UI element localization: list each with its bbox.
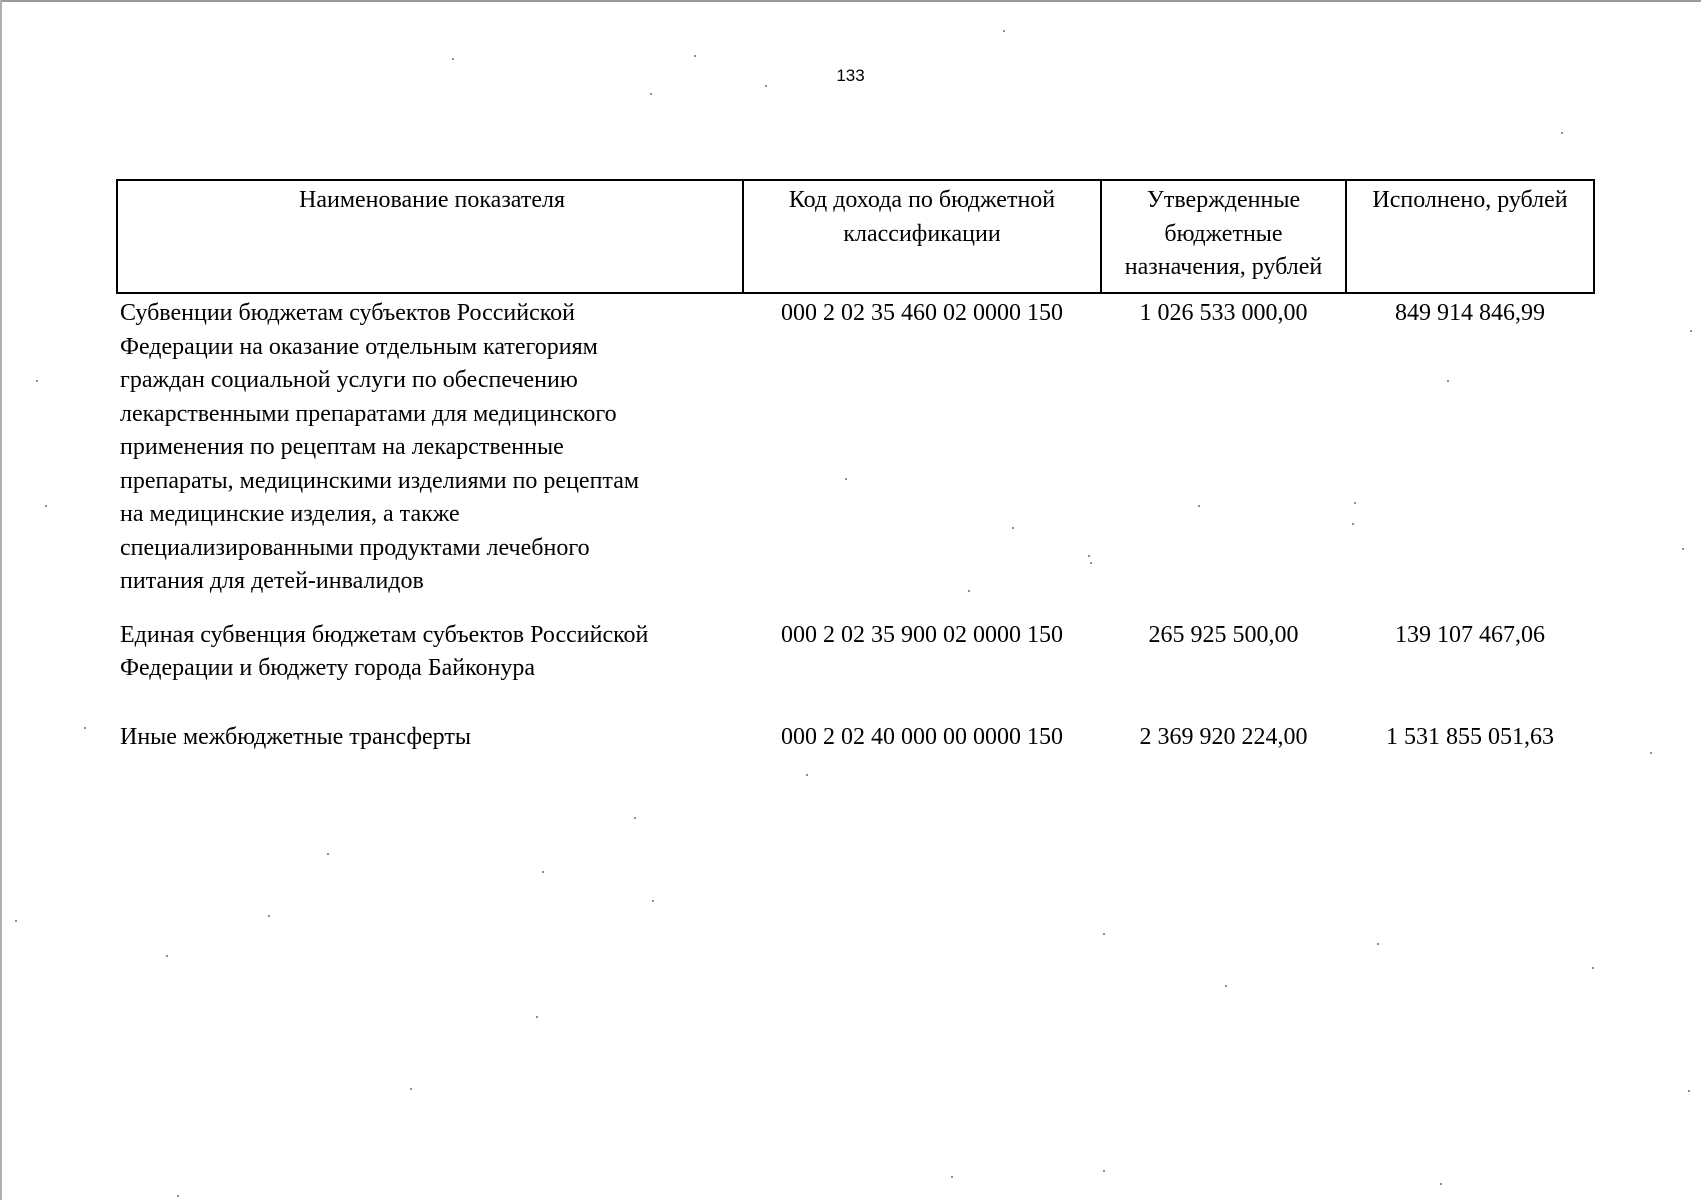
indicator-name-cell <box>117 721 743 755</box>
name-line: питания для детей-инвалидов <box>120 568 424 594</box>
budget-income-table <box>116 179 1593 754</box>
name-line: специализированными продуктами лечебного <box>120 534 590 561</box>
table-row <box>117 721 1594 755</box>
header-row <box>117 180 1594 293</box>
name-line: препараты, медицинскими изделиями по рецептам <box>120 467 640 494</box>
approved-amount-cell: 1 026 533 000,00 <box>1139 300 1308 326</box>
header-executed: Исполнено, рублей <box>1346 180 1594 293</box>
scan-frame-left-edge <box>0 0 2 1200</box>
table-body <box>117 293 1594 754</box>
page-number: 133 <box>836 66 865 85</box>
header-indicator-name: Наименование показателя <box>117 180 743 293</box>
name-line: на медицинские изделия, а также <box>120 501 460 527</box>
header-approved-assignments: Утвержденные бюджетные назначения, рублей <box>1101 180 1346 293</box>
name-line: Субвенции бюджетам субъектов Российской <box>120 300 576 326</box>
income-code-cell: 000 2 02 35 900 02 0000 150 <box>781 621 1063 648</box>
table-header <box>117 180 1594 293</box>
name-line: Федерации на оказание отдельным категориям <box>120 333 598 360</box>
header-income-code: Код дохода по бюджетной классификации <box>743 180 1101 293</box>
indicator-name-cell <box>117 619 743 721</box>
income-code-cell: 000 2 02 40 000 00 0000 150 <box>781 723 1063 750</box>
name-line: граждан социальной услуги по обеспечению <box>120 367 578 393</box>
scan-frame-top-edge <box>0 0 1701 2</box>
executed-amount-cell: 139 107 467,06 <box>1395 621 1545 648</box>
indicator-name-cell <box>117 293 743 619</box>
name-line: Федерации и бюджету города Байконура <box>120 655 536 681</box>
name-line: Иные межбюджетные трансферты <box>120 723 471 750</box>
table-row <box>117 293 1594 619</box>
approved-amount-cell: 2 369 920 224,00 <box>1139 723 1308 750</box>
executed-amount-cell: 1 531 855 051,63 <box>1386 723 1554 750</box>
table-row <box>117 619 1594 721</box>
executed-amount-cell: 849 914 846,99 <box>1395 300 1545 326</box>
name-line: Единая субвенция бюджетам субъектов Российской <box>120 621 649 648</box>
name-line: применения по рецептам на лекарственные <box>120 434 564 460</box>
approved-amount-cell: 265 925 500,00 <box>1148 621 1299 648</box>
name-line: лекарственными препаратами для медицинского <box>120 400 617 427</box>
income-code-cell: 000 2 02 35 460 02 0000 150 <box>781 300 1063 326</box>
income-table <box>116 179 1595 754</box>
